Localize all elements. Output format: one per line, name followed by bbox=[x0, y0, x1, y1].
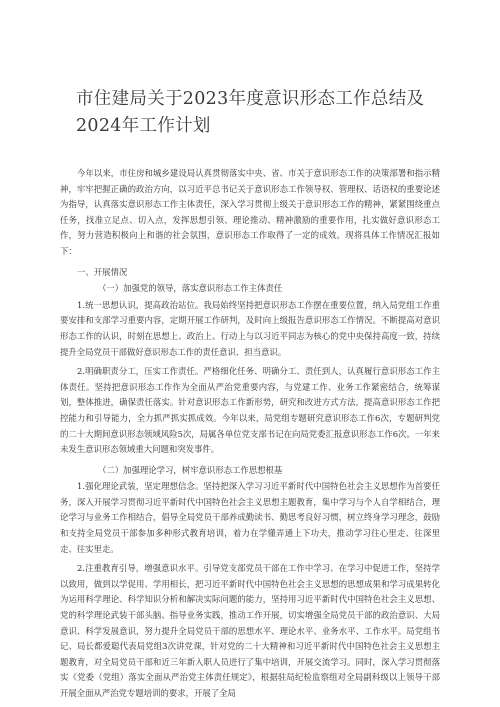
subsection-heading-1: （一）加强党的领导，落实意识形态工作主体责任 bbox=[98, 283, 283, 294]
intro-paragraph: 今年以来，市住房和城乡建设局认真贯彻落实中央、省、市关于意识形态工作的决策部署和指示精神，牢牢把握正确的政治方向，以习近平总书记关于意识形态工作领导权、管理权、话语权的重要论述为指导，认真落实意识形态工作主体责任，深入学习贯彻上级关于意识形态工作的精神，紧紧围绕重点任务，找准立足点、切入点，发挥思想引领、理论推动、精神激励的重要作用，扎实做好意识形态工作，努力营造积极向上和谐的社会氛围，意识形态工作取得了一定的成效。现将具体工作情况汇报如下： bbox=[60, 168, 440, 256]
paragraph-2-1: 1.强化理论武装，坚定理想信念。坚持把深入学习习近平新时代中国特色社会主义思想作为首要任务，深入开展学习贯彻习近平新时代中国特色社会主义思想主题教育，集中学习与个人自学相结合，理论学习与业务工作相结合，倡导全局党员干部养成勤读书、勤思考良好习惯，树立终身学习理念，鼓励和支持全局党员干部参加多种形式教育培训，着力在学懂弄通上下功夫，推动学习往心里走、往深里走、往实里走。 bbox=[60, 481, 440, 554]
subsection-heading-2: （二）加强理论学习，树牢意识形态工作思想根基 bbox=[98, 464, 283, 475]
document-title: 市住建局关于2023年度意识形态工作总结及2024年工作计划 bbox=[76, 89, 425, 136]
paragraph-1-2: 2.明确职责分工，压实工作责任。严格细化任务、明确分工、责任到人，认真履行意识形态工作主体责任。坚持把意识形态工作作为全面从严治党重要内容，与党建工作、业务工作紧密结合，统筹谋划，整体推进，确保责任落实。针对意识形态工作新形势，研究和改进方式方法，提高意识形态工作把控能力和引导能力，全力抓严抓实抓成效。今年以来，局党组专题研究意识形态工作6次，专题研判党的二十大期间意识形态领域风险5次，局属各单位党支部书记在向局党委汇报意识形态工作6次。一年来未发生意识形态领域重大问题和突发事件。 bbox=[60, 366, 440, 455]
section-heading-1: 一、开展情况 bbox=[77, 266, 128, 277]
paragraph-1-1: 1.统一思想认识，提高政治站位。我局始终坚持把意识形态工作摆在重要位置，纳入局党组工作重要安排和支部学习重要内容，定期开展工作研判，及时向上级报告意识形态工作情况。不断提高对意识形态工作的认识，时刻在思想上、政治上、行动上与以习近平同志为核心的党中央保持高度一致，持续提升全局党员干部做好意识形态工作的责任意识、担当意识。 bbox=[60, 299, 440, 357]
paragraph-2-2: 2.注重教育引导，增强意识水平。引导党支部党员干部在工作中学习、在学习中促进工作，坚持学以致用，做到以学促用、学用相长，把习近平新时代中国特色社会主义思想的思想成果和学习成果转化为运用科学理论、科学知识分析和解决实际问题的能力，坚持用习近平新时代中国特色社会主义思想、党的科学理论武装干部头脑、指导业务实践，推动工作开展，切实增强全局党员干部的政治意识、大局意识、科学发展意识，努力提升全局党员干部的思想水平、理论水平、业务水平、工作水平。局党组书记、局长都爱聪代表局党组3次讲党课，针对党的二十大精神和习近平新时代中国特色社会主义思想主题教育，对全局党员干部和近三年新入职人员进行了集中培训，开展交流学习。同时，深入学习贯彻落实《党委（党组）落实全面从严治党主体责任规定》，根据驻局纪检监察组对全局副科级以上领导干部开展全面从严治党专题培训的要求，开展了全局 bbox=[60, 563, 440, 698]
